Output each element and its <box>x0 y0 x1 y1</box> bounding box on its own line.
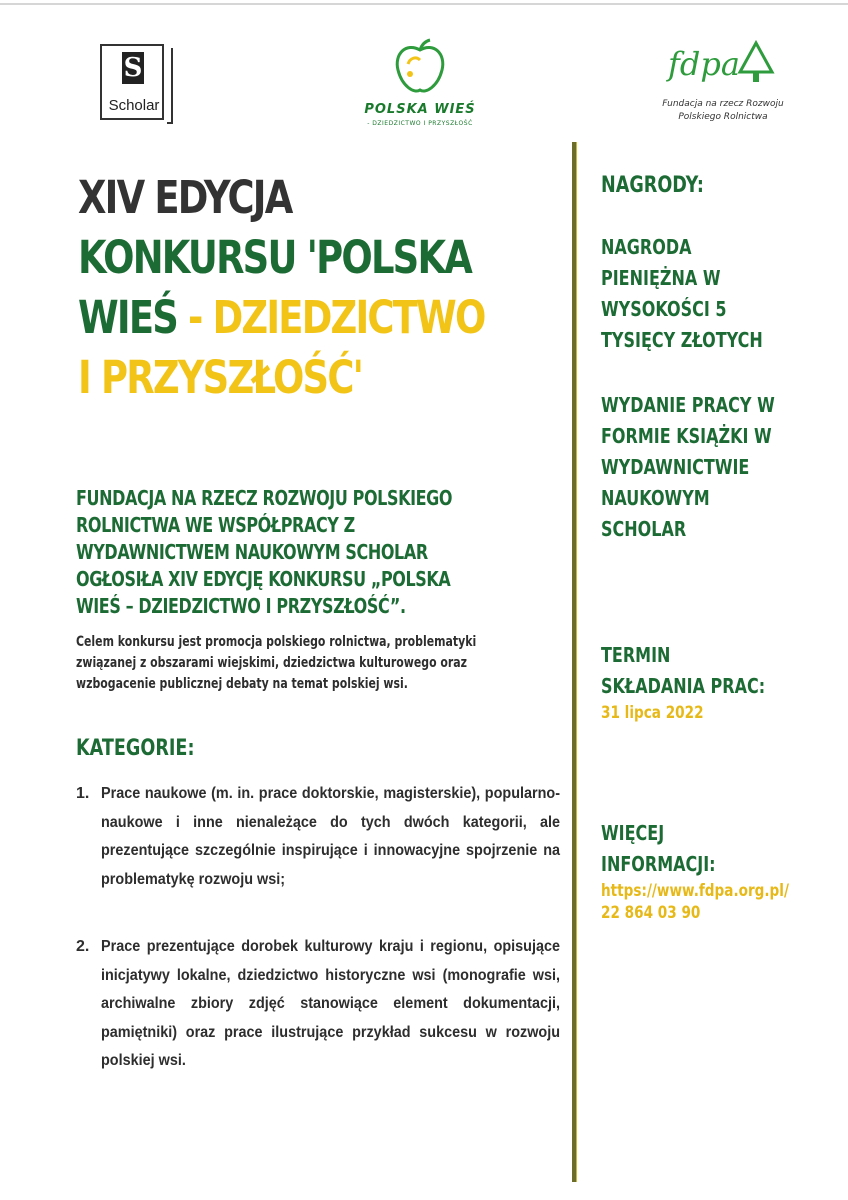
headline-line-3: WIEŚ - DZIEDZICTWO <box>78 291 485 344</box>
intro-body: Celem konkursu jest promocja polskiego rolnictwa, problematyki związanej z obszarami wiejskimi, dziedzictwa kulturowego oraz wzbogacenie publicznej debaty na temat polskiej wsi. <box>76 634 477 692</box>
headline <box>78 168 485 408</box>
fdpa-caption: Fundacja na rzecz Rozwoju Polskiego Rolnictwa <box>662 99 784 122</box>
scholar-logo <box>100 44 168 122</box>
top-rule <box>0 3 848 5</box>
polska-wies-logo-name: POLSKA WIEŚ <box>364 102 476 117</box>
headline-line-2: KONKURSU 'POLSKA <box>78 231 471 284</box>
column-divider <box>572 142 577 1182</box>
tree-icon <box>736 40 776 84</box>
headline-line-1: XIV EDYCJA <box>78 171 292 224</box>
polska-wies-logo <box>360 38 480 128</box>
phone-number: 22 864 03 90 <box>601 903 701 923</box>
prize-money: NAGRODA PIENIĘŻNA W WYSOKOŚCI 5 TYSIĘCY ZŁOTYCH <box>601 235 763 352</box>
fdpa-logo <box>658 40 788 130</box>
prizes-heading: NAGRODY: <box>601 173 704 198</box>
intro-heading: FUNDACJA NA RZECZ ROZWOJU POLSKIEGO ROLNICTWA WE WSPÓŁPRACY Z WYDAWNICTWEM NAUKOWYM SCHOLAR OGŁOSIŁA XIV EDYCJĘ KONKURSU „POLSKA WIEŚ – DZIEDZICTWO I PRZYSZŁOŚĆ”. <box>76 486 453 618</box>
deadline-block: TERMIN SKŁADANIA PRAC: 31 lipca 2022 <box>601 640 789 724</box>
prize-publication: WYDANIE PRACY W FORMIE KSIĄŻKI W WYDAWNICTWIE NAUKOWYM SCHOLAR <box>601 393 775 541</box>
headline-line-4: I PRZYSZŁOŚĆ' <box>78 351 363 404</box>
scholar-logo-text: Scholar <box>108 97 160 114</box>
category-item: 1. Prace naukowe (m. in. prace doktorskie, magisterskie), popularno-naukowe i inne nienależące do tych dwóch kategorii, ale prezentujące szczególnie inspirujące i innowacyjne spojrzenie na problematykę rozwoju wsi; <box>76 780 536 930</box>
book-icon: S Scholar <box>100 44 164 120</box>
category-item: 2. Prace prezentujące dorobek kulturowy kraju i regionu, opisujące inicjatywy lokalne, dziedzictwo historyczne wsi (monografie wsi, archiwalne zbiory zdjęć stanowiące element dokumentacji, pamiętniki) oraz prace ilustrujące przykład sukcesu w rozwoju polskiej wsi. <box>76 933 536 1108</box>
polska-wies-logo-sub: - DZIEDZICTWO I PRZYSZŁOŚĆ <box>367 120 473 127</box>
deadline-date: 31 lipca 2022 <box>601 703 704 723</box>
category-text: Prace naukowe (m. in. prace doktorskie, magisterskie), popularno-naukowe i inne nienależące do tych dwóch kategorii, ale prezentujące szczególnie inspirujące i innowacyjne spojrzenie na problematykę rozwoju wsi; <box>101 785 560 888</box>
category-text: Prace prezentujące dorobek kulturowy kraju i regionu, opisujące inicjatywy lokalne, dziedzictwo historyczne wsi (monografie wsi, archiwalne zbiory zdjęć stanowiące element dokumentacji, pamiętniki) oraz prace ilustrujące przykład sukcesu w rozwoju polskiej wsi. <box>101 938 560 1069</box>
apple-icon <box>392 38 448 100</box>
website-link[interactable]: https://www.fdpa.org.pl/ <box>601 881 789 901</box>
categories-heading: KATEGORIE: <box>76 736 195 761</box>
more-info-block: WIĘCEJ INFORMACJI: https://www.fdpa.org.pl/ 22 864 03 90 <box>601 821 789 923</box>
fdpa-brand: fdpa <box>668 45 740 83</box>
